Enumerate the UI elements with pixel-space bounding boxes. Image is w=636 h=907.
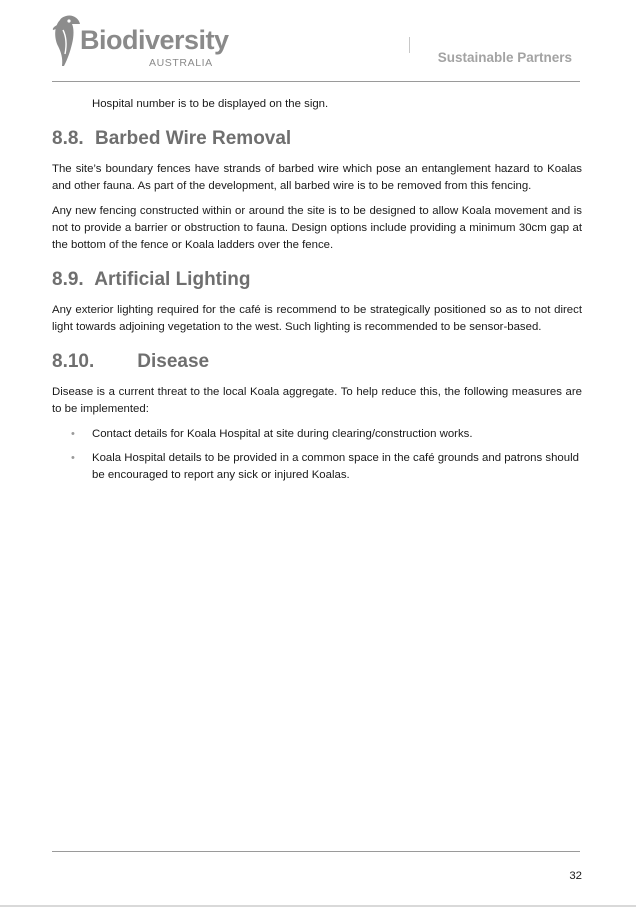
bullet-icon: • — [71, 428, 75, 440]
header-partner-label: Sustainable Partners — [437, 50, 572, 65]
section-heading-8-10 — [52, 350, 582, 374]
page-header — [52, 10, 580, 82]
section-heading-8-8 — [52, 127, 582, 151]
list-item-text: Contact details for Koala Hospital at site during clearing/construction works. — [92, 428, 473, 440]
header-divider — [409, 37, 410, 53]
section-heading-8-9 — [52, 268, 582, 292]
intro-line: Hospital number is to be displayed on the sign. — [92, 98, 329, 110]
list-item — [52, 426, 582, 443]
header-rule — [52, 81, 580, 82]
paragraph: Any new fencing constructed within or around the site is to be designed to allow Koala movement and is not to provide a barrier or obstruction to fauna. Design options include providing a minimum 30cm gap at the bottom of the fence or Koala ladders over the fence. — [52, 205, 582, 251]
paragraph: The site’s boundary fences have strands of barbed wire which pose an entanglement hazard to Koalas and other fauna. As part of the development, all barbed wire is to be removed from this fencing. — [52, 163, 582, 192]
document-body — [52, 96, 582, 491]
list-item-text: Koala Hospital details to be provided in a common space in the café grounds and patrons should be encouraged to report any sick or injured Koalas. — [92, 452, 579, 481]
bullet-list — [52, 426, 582, 484]
paragraph: Disease is a current threat to the local Koala aggregate. To help reduce this, the following measures are to be implemented: — [52, 386, 582, 415]
section-title: Barbed Wire Removal — [94, 128, 292, 149]
section-title: Artificial Lighting — [94, 269, 251, 290]
list-item — [52, 450, 582, 484]
section-title: Disease — [137, 351, 210, 372]
bullet-icon: • — [71, 452, 75, 464]
logo-wordmark: Biodiversity — [80, 25, 229, 55]
paragraph: Any exterior lighting required for the café is recommend to be strategically positioned so as to not direct light towards adjoining vegetation to the west. Such lighting is recommended to be sensor-based. — [52, 304, 582, 333]
biodiversity-australia-logo — [52, 10, 252, 72]
section-number: 8.10. — [52, 351, 95, 372]
section-number: 8.8. — [52, 128, 84, 149]
footer-rule — [52, 851, 580, 852]
logo-subtitle: AUSTRALIA — [149, 57, 213, 69]
kookaburra-bird-icon — [52, 12, 82, 68]
page-number: 32 — [569, 870, 582, 882]
section-number: 8.9. — [52, 269, 84, 290]
